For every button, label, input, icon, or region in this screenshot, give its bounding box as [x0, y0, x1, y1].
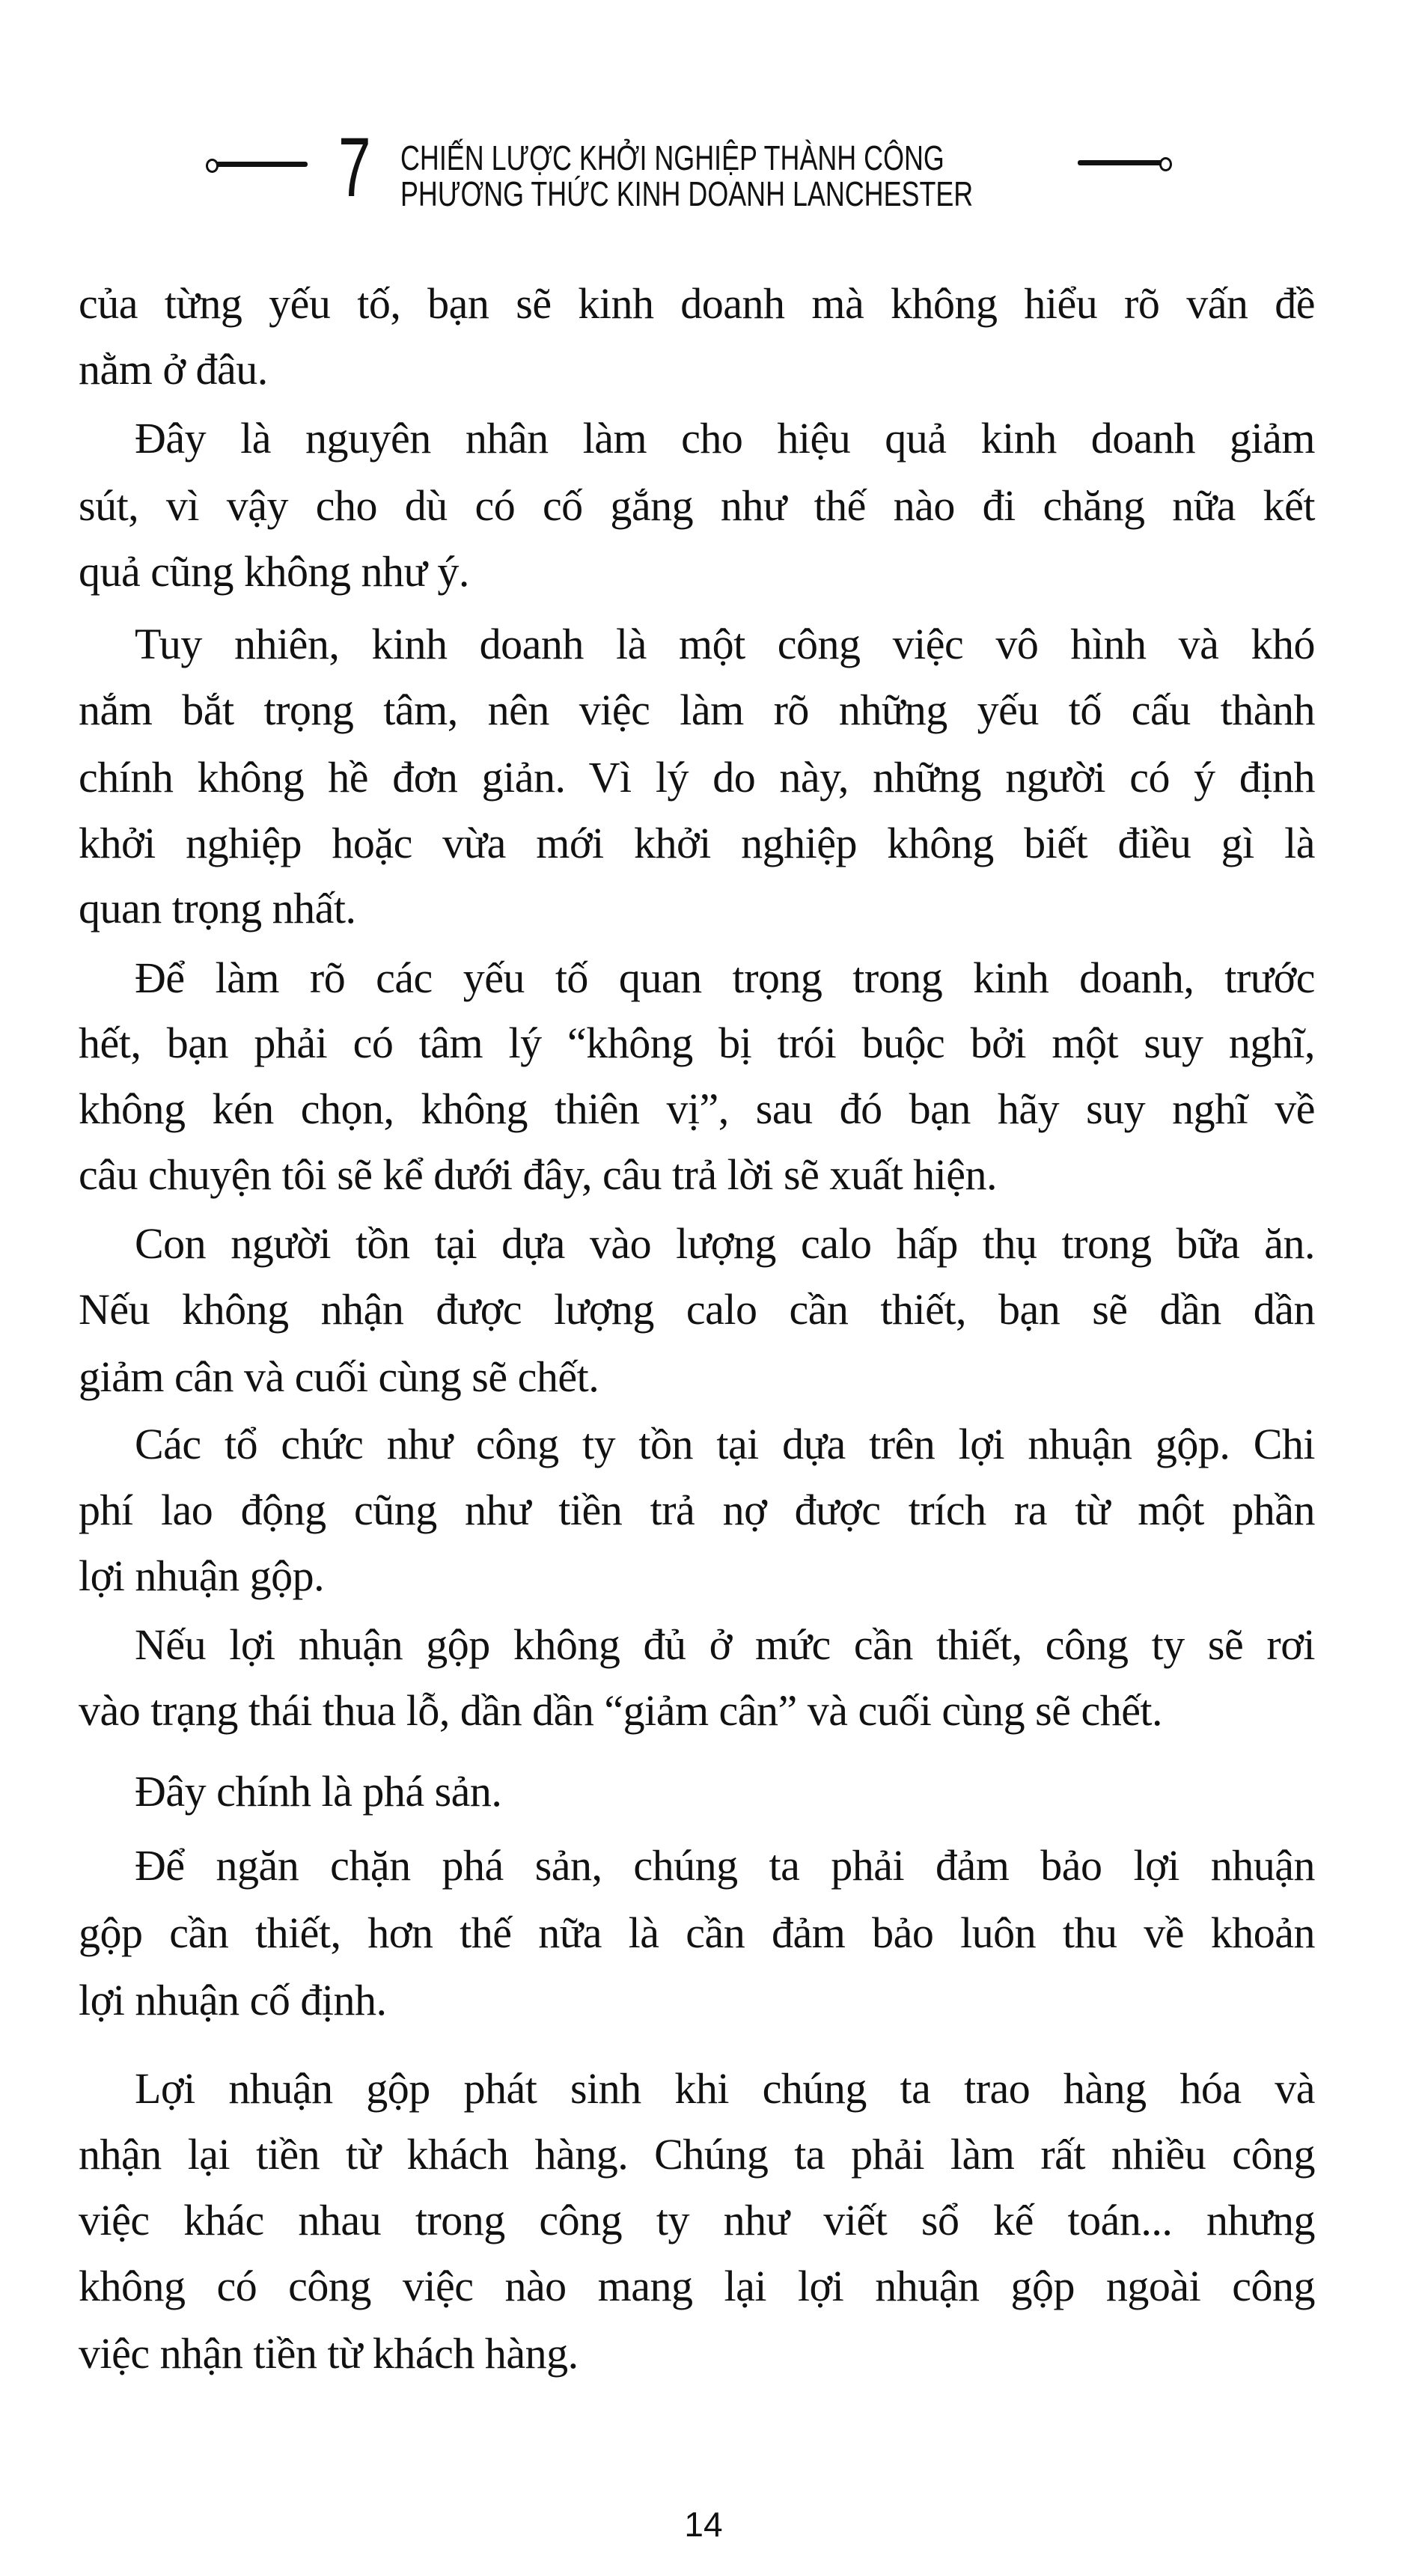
text-line: Để làm rõ các yếu tố quan trọng trong kinh doanh, trước	[135, 953, 1315, 1002]
text-line: Nếu không nhận được lượng calo cần thiết, bạn sẽ dần dần	[79, 1285, 1315, 1334]
rule-end-dot	[1159, 157, 1172, 171]
text-line: không kén chọn, không thiên vị”, sau đó bạn hãy suy nghĩ về	[79, 1084, 1315, 1133]
text-line: lợi nhuận cố định.	[79, 1976, 387, 2024]
header-rule-right	[1078, 160, 1166, 165]
text-line: gộp cần thiết, hơn thế nữa là cần đảm bảo luôn thu về khoản	[79, 1908, 1315, 1957]
text-line: khởi nghiệp hoặc vừa mới khởi nghiệp không biết điều gì là	[79, 819, 1315, 867]
book-title-line-2: PHƯƠNG THỨC KINH DOANH LANCHESTER	[400, 174, 974, 213]
book-number: 7	[338, 120, 371, 214]
text-line: Lợi nhuận gộp phát sinh khi chúng ta trao hàng hóa và	[135, 2064, 1315, 2113]
text-line: Để ngăn chặn phá sản, chúng ta phải đảm bảo lợi nhuận	[135, 1841, 1315, 1890]
text-line: Đây chính là phá sản.	[135, 1767, 502, 1816]
text-line: hết, bạn phải có tâm lý “không bị trói buộc bởi một suy nghĩ,	[79, 1019, 1315, 1067]
text-line: nắm bắt trọng tâm, nên việc làm rõ những yếu tố cấu thành	[79, 686, 1315, 734]
text-line: lợi nhuận gộp.	[79, 1551, 325, 1600]
rule-end-dot	[206, 159, 219, 173]
text-line: Các tổ chức như công ty tồn tại dựa trên lợi nhuận gộp. Chi	[135, 1420, 1315, 1468]
text-line: chính không hề đơn giản. Vì lý do này, những người có ý định	[79, 753, 1315, 802]
text-line: Đây là nguyên nhân làm cho hiệu quả kinh doanh giảm	[135, 414, 1315, 463]
text-line: quả cũng không như ý.	[79, 547, 469, 596]
text-line: nằm ở đâu.	[79, 345, 268, 394]
text-line: giảm cân và cuối cùng sẽ chết.	[79, 1352, 599, 1401]
text-line: của từng yếu tố, bạn sẽ kinh doanh mà không hiểu rõ vấn đề	[79, 279, 1315, 328]
book-title-line-1: CHIẾN LƯỢC KHỞI NGHIỆP THÀNH CÔNG	[400, 138, 944, 177]
text-line: Tuy nhiên, kinh doanh là một công việc vô hình và khó	[135, 620, 1315, 668]
text-line: vào trạng thái thua lỗ, dần dần “giảm cân” và cuối cùng sẽ chết.	[79, 1686, 1163, 1735]
text-line: phí lao động cũng như tiền trả nợ được trích ra từ một phần	[79, 1486, 1315, 1534]
text-line: quan trọng nhất.	[79, 884, 356, 933]
text-line: câu chuyện tôi sẽ kể dưới đây, câu trả lời sẽ xuất hiện.	[79, 1150, 998, 1199]
text-line: Nếu lợi nhuận gộp không đủ ở mức cần thiết, công ty sẽ rơi	[135, 1620, 1315, 1669]
header-rule-left	[212, 162, 308, 167]
text-line: việc khác nhau trong công ty như viết sổ kế toán... nhưng	[79, 2196, 1315, 2244]
page-number: 14	[684, 2505, 723, 2544]
text-line: không có công việc nào mang lại lợi nhuận gộp ngoài công	[79, 2262, 1315, 2310]
text-line: sút, vì vậy cho dù có cố gắng như thế nào đi chăng nữa kết	[79, 481, 1315, 530]
text-line: Con người tồn tại dựa vào lượng calo hấp thụ trong bữa ăn.	[135, 1219, 1315, 1268]
text-line: việc nhận tiền từ khách hàng.	[79, 2329, 579, 2378]
text-line: nhận lại tiền từ khách hàng. Chúng ta phải làm rất nhiều công	[79, 2130, 1315, 2179]
